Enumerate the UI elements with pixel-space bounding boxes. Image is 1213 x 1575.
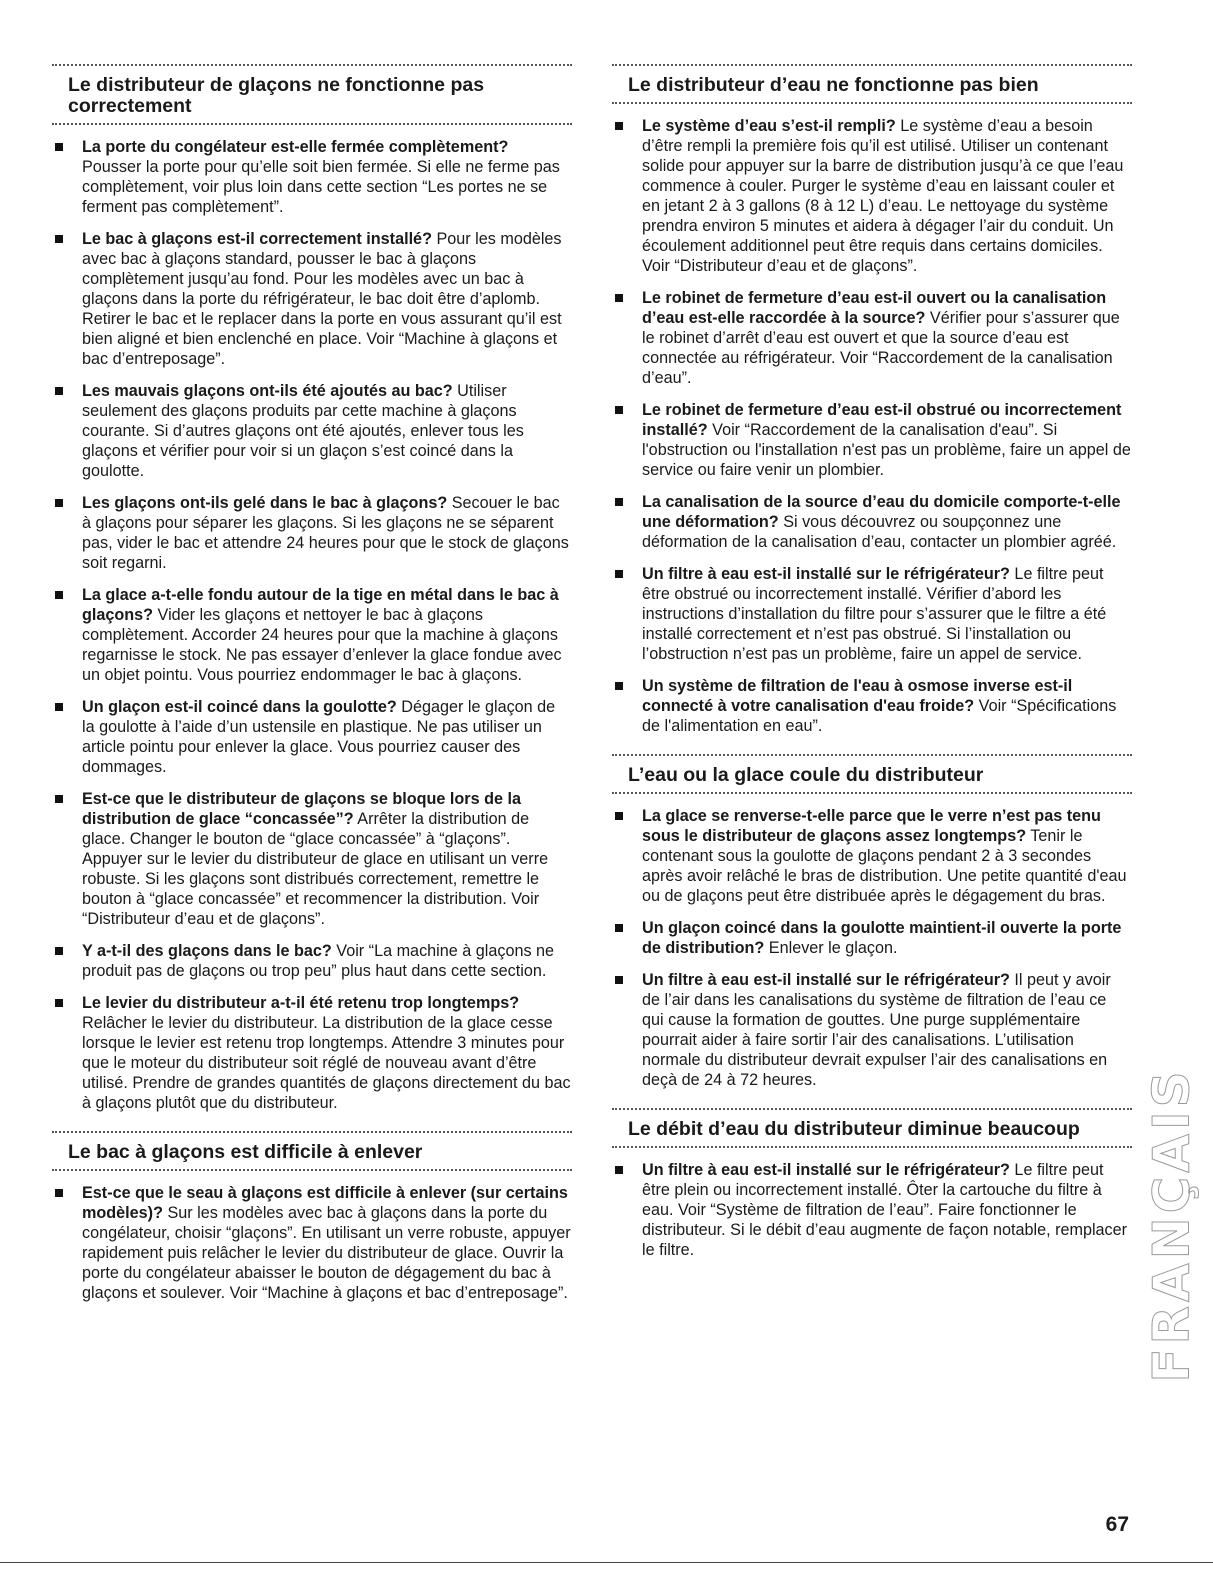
answer-text: Utiliser seulement des glaçons produits par cette machine à glaçons courante. Si d’autres glaçons ont été ajoutés, enlever tous les glaçons et vérifier pour voir si un glaçon s’est coincé dans la goulotte. bbox=[82, 382, 524, 480]
square-bullet-icon bbox=[55, 143, 63, 151]
language-side-tab bbox=[1142, 1067, 1202, 1383]
answer-text: Si vous découvrez ou soupçonnez une déformation de la canalisation d’eau, contacter un plombier agréé. bbox=[642, 513, 1117, 551]
square-bullet-icon bbox=[55, 703, 63, 711]
answer-text: Pour les modèles avec bac à glaçons standard, pousser le bac à glaçons complètement jusqu’au fond. Pour les modèles avec un bac à glaçons dans la porte du réfrigérateur, le bac doit être d’aplomb. Retirer le bac et le replacer dans la porte en vous assurant qu’il est bien aligné et bien enclenché en place. Voir “Machine à glaçons et bac d’entreposage”. bbox=[82, 230, 562, 368]
square-bullet-icon bbox=[55, 499, 63, 507]
list-item bbox=[612, 1160, 1132, 1260]
section-title: L’eau ou la glace coule du distributeur bbox=[628, 764, 984, 786]
bottom-rule bbox=[0, 1562, 1213, 1563]
right-column bbox=[612, 64, 1132, 1278]
answer-text: Dégager le glaçon de la goulotte à l’aide d’un ustensile en plastique. Ne pas utiliser un article pointu pour enlever la glace. Vous pourriez causer des dommages. bbox=[82, 698, 556, 776]
list-item bbox=[612, 400, 1132, 480]
answer-text: Voir “La machine à glaçons ne produit pas de glaçons ou trop peu” plus haut dans cette section. bbox=[82, 942, 555, 980]
question-text: Est-ce que le seau à glaçons est difficile à enlever (sur certains modèles)? bbox=[82, 1184, 568, 1222]
answer-text: Le filtre peut être plein ou incorrectement installé. Ôter la cartouche du filtre à eau. Voir “Système de filtration de l’eau”. Faire fonctionner le distributeur. Si le débit d’eau augmente de façon notable, remplacer le filtre. bbox=[642, 1161, 1128, 1259]
question-text: Un filtre à eau est-il installé sur le réfrigérateur? bbox=[642, 971, 1010, 989]
question-text: Un glaçon est-il coincé dans la goulotte? bbox=[82, 698, 397, 716]
square-bullet-icon bbox=[615, 812, 623, 820]
answer-text: Sur les modèles avec bac à glaçons dans la porte du congélateur, choisir “glaçons”. En utilisant un verre robuste, appuyer rapidement puis relâcher le levier du distributeur de glace. Ouvrir la porte du congélateur abaisser le bouton de dégagement du bac à glaçons et soulever. Voir “Machine à glaçons et bac d’entreposage”. bbox=[82, 1204, 571, 1302]
section-ice-bin bbox=[52, 1131, 572, 1303]
answer-text: Tenir le contenant sous la goulotte de glaçons pendant 2 à 3 secondes après avoir relâché le bras de distribution. Une petite quantité d'eau ou de glaçons peut être distribuée après le dégagement du bras. bbox=[642, 827, 1127, 905]
question-list bbox=[612, 806, 1132, 1090]
square-bullet-icon bbox=[55, 947, 63, 955]
section-header bbox=[612, 64, 1132, 104]
list-item bbox=[52, 493, 572, 573]
square-bullet-icon bbox=[55, 1189, 63, 1197]
list-item bbox=[612, 564, 1132, 664]
list-item bbox=[612, 288, 1132, 388]
question-text: Le levier du distributeur a-t-il été retenu trop longtemps? bbox=[82, 994, 520, 1012]
answer-text: Voir “Raccordement de la canalisation d'eau”. Si l'obstruction ou l'installation n'est pas un problème, faire un appel de service ou faire venir un plombier. bbox=[642, 421, 1131, 479]
section-header bbox=[612, 754, 1132, 794]
question-text: Un filtre à eau est-il installé sur le réfrigérateur? bbox=[642, 1161, 1010, 1179]
left-column bbox=[52, 64, 572, 1321]
square-bullet-icon bbox=[55, 795, 63, 803]
answer-text: Vérifier pour s’assurer que le robinet d’arrêt d’eau est ouvert et que la source d’eau est connectée au réfrigérateur. Voir “Raccordement de la canalisation d’eau”. bbox=[642, 309, 1120, 387]
square-bullet-icon bbox=[615, 498, 623, 506]
square-bullet-icon bbox=[615, 976, 623, 984]
list-item bbox=[52, 585, 572, 685]
question-text: Un filtre à eau est-il installé sur le réfrigérateur? bbox=[642, 565, 1010, 583]
square-bullet-icon bbox=[55, 235, 63, 243]
question-text: Le système d’eau s’est-il rempli? bbox=[642, 117, 896, 135]
list-item bbox=[52, 697, 572, 777]
square-bullet-icon bbox=[55, 999, 63, 1007]
answer-text: Pousser la porte pour qu’elle soit bien fermée. Si elle ne ferme pas complètement, voir plus loin dans cette section “Les portes ne se ferment pas complètement”. bbox=[82, 158, 560, 216]
list-item bbox=[52, 941, 572, 981]
section-title: Le bac à glaçons est difficile à enlever bbox=[68, 1141, 423, 1163]
square-bullet-icon bbox=[615, 294, 623, 302]
question-text: Le bac à glaçons est-il correctement installé? bbox=[82, 230, 432, 248]
answer-text: Secouer le bac à glaçons pour séparer les glaçons. Si les glaçons ne se séparent pas, vider le bac et attendre 24 heures pour que le stock de glaçons soit regarni. bbox=[82, 494, 569, 572]
square-bullet-icon bbox=[615, 682, 623, 690]
square-bullet-icon bbox=[615, 122, 623, 130]
square-bullet-icon bbox=[55, 387, 63, 395]
question-text: La glace a-t-elle fondu autour de la tige en métal dans le bac à glaçons? bbox=[82, 586, 559, 624]
section-title: Le distributeur de glaçons ne fonctionne pas correctement bbox=[68, 74, 485, 117]
language-label: FRANÇAIS bbox=[1143, 1067, 1202, 1383]
question-text: La porte du congélateur est-elle fermée complètement? bbox=[82, 138, 509, 156]
answer-text: Le système d’eau a besoin d’être rempli la première fois qu’il est utilisé. Utiliser un contenant solide pour appuyer sur la barre de distribution jusqu’à ce que l’eau commence à couler. Purger le système d’eau en laissant couler et en jetant 2 à 3 gallons (8 à 12 L) d’eau. Le nettoyage du système prendra environ 5 minutes et aidera à dégager l’air du conduit. Un écoulement additionnel peut être requis dans certains domiciles. Voir “Distributeur d’eau et de glaçons”. bbox=[642, 117, 1124, 275]
square-bullet-icon bbox=[615, 406, 623, 414]
section-header bbox=[52, 1131, 572, 1171]
answer-text: Voir “Spécifications de l'alimentation en eau”. bbox=[642, 697, 1117, 735]
section-ice-dispenser bbox=[52, 64, 572, 1113]
section-title: Le débit d’eau du distributeur diminue beaucoup bbox=[628, 1118, 1080, 1140]
answer-text: Le filtre peut être obstrué ou incorrectement installé. Vérifier d’abord les instructions d’installation du filtre pour s’assurer que le filtre a été installé correctement et n’est pas obstrué. Si l’installation ou l’obstruction n’est pas un problème, faire un appel de service. bbox=[642, 565, 1107, 663]
answer-text: Il peut y avoir de l’air dans les canalisations du système de filtration de l’eau ce qui cause la formation de gouttes. Une purge supplémentaire pourrait aider à faire sortir l’air des canalisations. L’utilisation normale du distributeur devrait expulser l’air des canalisations en deçà de 24 à 72 heures. bbox=[642, 971, 1111, 1089]
answer-text: Relâcher le levier du distributeur. La distribution de la glace cesse lorsque le levier est retenu trop longtemps. Attendre 3 minutes pour que le moteur du distributeur soit réglé de nouveau avant d’être utilisé. Prendre de grandes quantités de glaçons directement du bac à glaçons plutôt que du distributeur. bbox=[82, 1014, 571, 1112]
list-item bbox=[52, 137, 572, 217]
page-number: 67 bbox=[1105, 1513, 1129, 1536]
square-bullet-icon bbox=[55, 591, 63, 599]
list-item bbox=[52, 229, 572, 369]
question-text: Un système de filtration de l'eau à osmose inverse est-il connecté à votre canalisation d'eau froide? bbox=[642, 677, 1073, 715]
question-list bbox=[612, 116, 1132, 736]
section-water-leak bbox=[612, 754, 1132, 1090]
list-item bbox=[52, 1183, 572, 1303]
list-item bbox=[612, 492, 1132, 552]
question-text: Le robinet de fermeture d’eau est-il ouvert ou la canalisation d’eau est-elle raccordée à la source? bbox=[642, 289, 1107, 327]
answer-text: Enlever le glaçon. bbox=[764, 939, 898, 957]
question-text: La canalisation de la source d’eau du domicile comporte-t-elle une déformation? bbox=[642, 493, 1121, 531]
square-bullet-icon bbox=[615, 570, 623, 578]
square-bullet-icon bbox=[615, 924, 623, 932]
list-item bbox=[52, 789, 572, 929]
question-text: Un glaçon coincé dans la goulotte maintient-il ouverte la porte de distribution? bbox=[642, 919, 1122, 957]
question-text: La glace se renverse-t-elle parce que le verre n’est pas tenu sous le distributeur de glaçons assez longtemps? bbox=[642, 807, 1101, 845]
section-water-dispenser bbox=[612, 64, 1132, 736]
question-text: Le robinet de fermeture d’eau est-il obstrué ou incorrectement installé? bbox=[642, 401, 1122, 439]
section-water-flow bbox=[612, 1108, 1132, 1260]
question-text: Y a-t-il des glaçons dans le bac? bbox=[82, 942, 332, 960]
answer-text: Arrêter la distribution de glace. Changer le bouton de “glace concassée” à “glaçons”. Appuyer sur le levier du distributeur de glace en utilisant un verre robuste. Si les glaçons sont distribués correctement, remettre le bouton à “glace concassée” et recommencer la distribution. Voir “Distributeur d’eau et de glaçons”. bbox=[82, 810, 549, 928]
section-title: Le distributeur d’eau ne fonctionne pas bien bbox=[628, 74, 1039, 96]
section-header bbox=[52, 64, 572, 125]
list-item bbox=[612, 970, 1132, 1090]
list-item bbox=[612, 116, 1132, 276]
question-list bbox=[52, 1183, 572, 1303]
list-item bbox=[612, 676, 1132, 736]
list-item bbox=[612, 918, 1132, 958]
list-item bbox=[52, 993, 572, 1113]
question-list bbox=[612, 1160, 1132, 1260]
list-item bbox=[612, 806, 1132, 906]
answer-text: Vider les glaçons et nettoyer le bac à glaçons complètement. Accorder 24 heures pour que la machine à glaçons regarnisse le stock. Ne pas essayer d’enlever la glace fondue avec un objet pointu. Vous pourriez endommager le bac à glaçons. bbox=[82, 606, 562, 684]
list-item bbox=[52, 381, 572, 481]
section-header bbox=[612, 1108, 1132, 1148]
question-text: Est-ce que le distributeur de glaçons se bloque lors de la distribution de glace “concassée”? bbox=[82, 790, 521, 828]
question-text: Les glaçons ont-ils gelé dans le bac à glaçons? bbox=[82, 494, 448, 512]
question-text: Les mauvais glaçons ont-ils été ajoutés au bac? bbox=[82, 382, 453, 400]
square-bullet-icon bbox=[615, 1166, 623, 1174]
question-list bbox=[52, 137, 572, 1113]
